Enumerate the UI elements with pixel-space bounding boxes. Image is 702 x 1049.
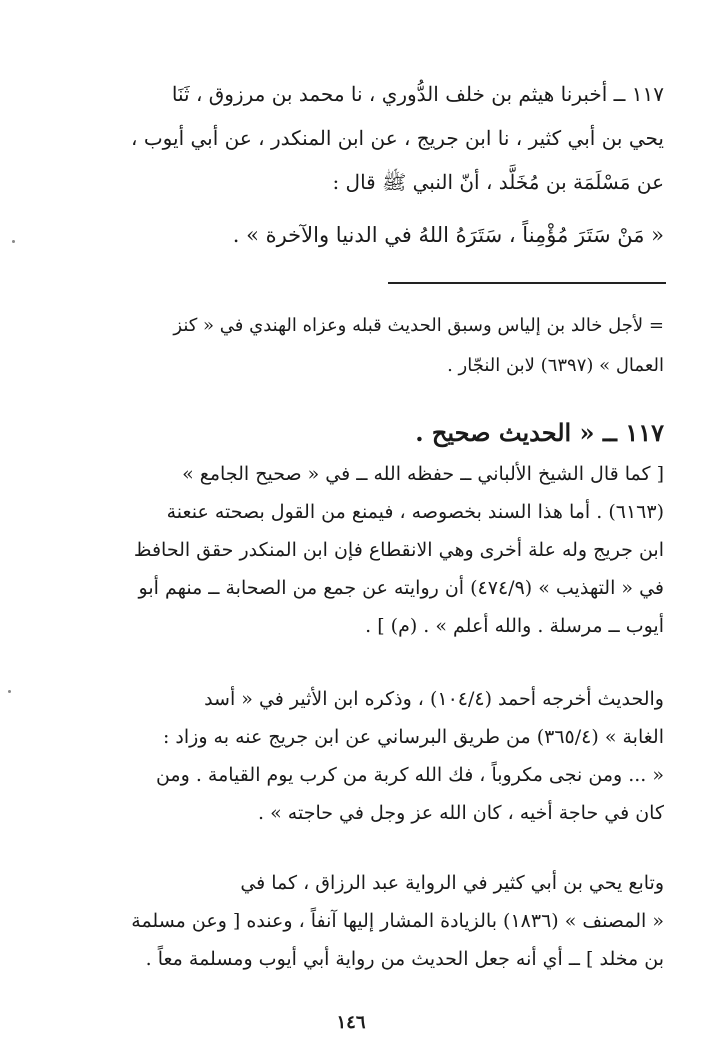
text-line: والحديث أخرجه أحمد (١٠٤/٤) ، وذكره ابن الأثير في « أسد (204, 688, 664, 710)
scan-speck (12, 240, 15, 243)
text-line: وتابع يحي بن أبي كثير في الرواية عبد الرزاق ، كما في (240, 872, 664, 894)
text-line: = لأجل خالد بن إلياس وسبق الحديث قبله وعزاه الهندي في « كنز (173, 315, 664, 336)
scan-speck (8, 690, 11, 693)
text-line: العمال » (٦٣٩٧) لابن النجّار . (447, 355, 664, 376)
takhrij-paragraph-1 (74, 455, 664, 645)
hadith-isnad (74, 72, 664, 204)
takhrij-paragraph-2 (74, 680, 664, 832)
text-line: (٦١٦٣) . أما هذا السند بخصوصه ، فيمنع من القول بصحته عنعنة (166, 501, 664, 523)
text-line: ابن جريج وله علة أخرى وهي الانقطاع فإن ابن المنكدر حقق الحافظ (133, 539, 664, 561)
footnote (74, 306, 664, 386)
text-line: عن مَسْلَمَة بن مُخَلَّد ، أنّ النبي ﷺ قال : (332, 170, 664, 194)
text-line: ١١٧ ــ أخبرنا هيثم بن خلف الدُّوري ، نا محمد بن مرزوق ، ثَنَا (171, 82, 664, 106)
footnote-separator (388, 282, 666, 284)
text-line: الغابة » (٣٦٥/٤) من طريق البرساني عن ابن جريج عنه به وزاد : (162, 726, 664, 748)
text-line: بن مخلد ] ــ أي أنه جعل الحديث من رواية أبي أيوب ومسلمة معاً . (145, 948, 664, 970)
section-heading: ١١٧ ــ « الحديث صحيح . (415, 418, 664, 447)
text-line: [ كما قال الشيخ الألباني ــ حفظه الله ــ في « صحيح الجامع » (182, 463, 664, 485)
text-line: « مَنْ سَتَرَ مُؤْمِناً ، سَتَرَهُ اللهُ في الدنيا والآخرة » . (232, 223, 664, 247)
text-line: كان في حاجة أخيه ، كان الله عز وجل في حاجته » . (258, 802, 664, 824)
page-number: ١٤٦ (336, 1012, 366, 1033)
takhrij-paragraph-3 (74, 864, 664, 978)
text-line: « المصنف » (١٨٣٦) بالزيادة المشار إليها آنفاً ، وعنده [ وعن مسلمة (131, 910, 664, 932)
text-line: يحي بن أبي كثير ، نا ابن جريج ، عن ابن المنكدر ، عن أبي أيوب ، (131, 126, 664, 150)
hadith-matn (74, 212, 664, 258)
text-line: أيوب ــ مرسلة . والله أعلم » . (م) ] . (365, 615, 664, 637)
text-line: في « التهذيب » (٤٧٤/٩) أن روايته عن جمع من الصحابة ــ منهم أبو (138, 577, 664, 599)
takhrij-heading (74, 410, 664, 456)
text-line: « ... ومن نجى مكروباً ، فك الله كربة من كرب يوم القيامة . ومن (155, 764, 664, 786)
